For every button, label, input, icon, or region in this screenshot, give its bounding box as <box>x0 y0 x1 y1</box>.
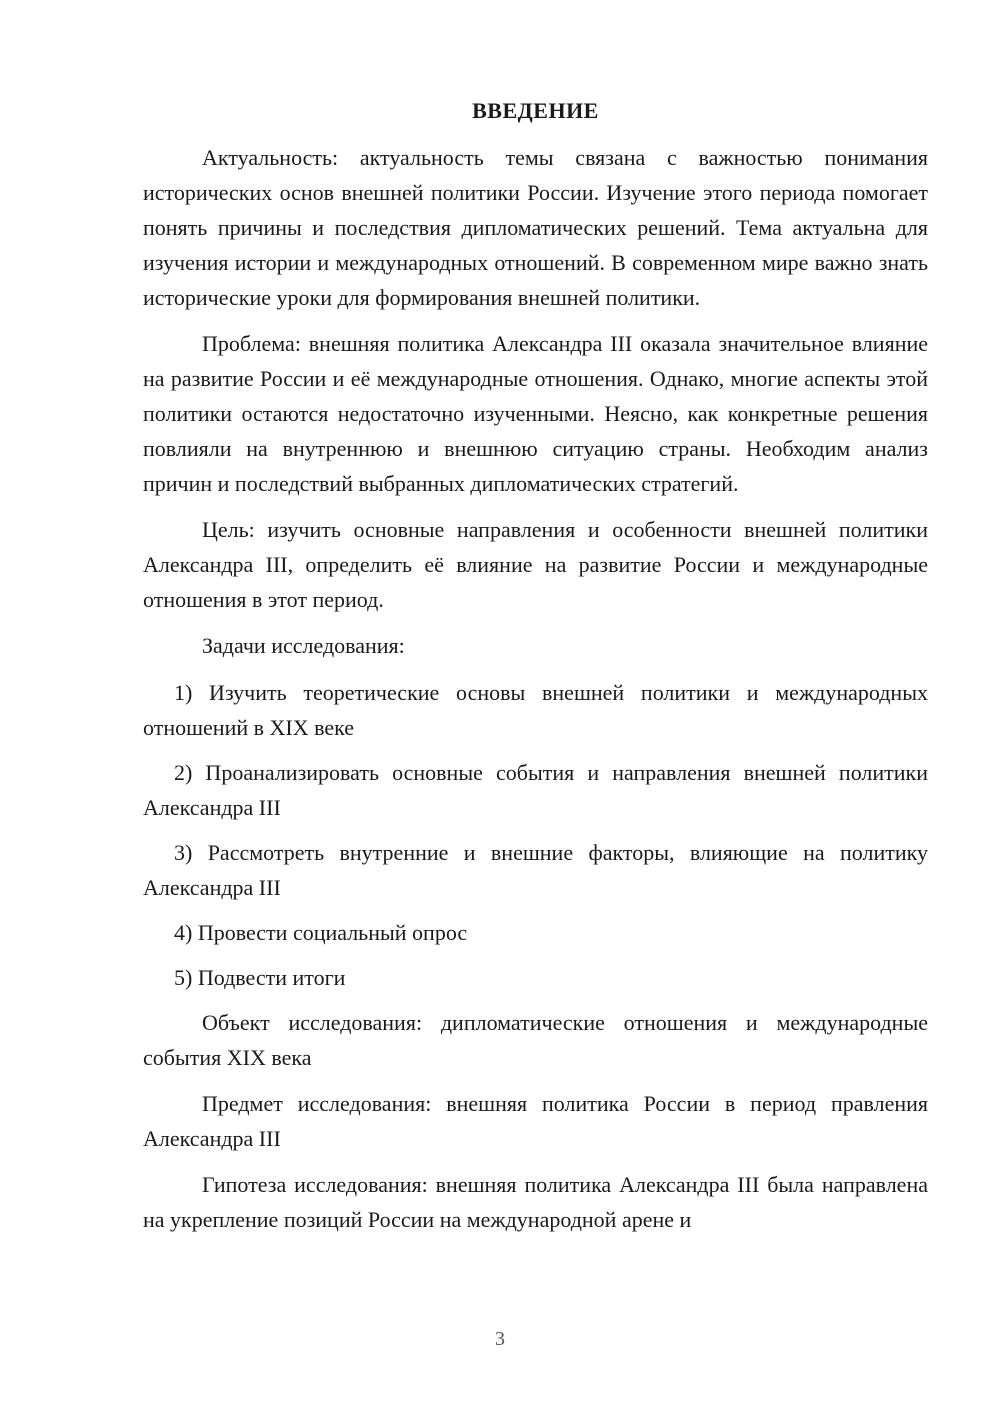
task-item: 1) Изучить теоретические основы внешней политики и международных отношений в XIX веке <box>143 680 928 740</box>
subject-paragraph: Предмет исследования: внешняя политика России в период правления Александра III <box>143 1091 928 1151</box>
task-item: 4) Провести социальный опрос <box>174 920 468 945</box>
document-body <box>143 96 928 1248</box>
goal-paragraph: Цель: изучить основные направления и особенности внешней политики Александра III, определить её влияние на развитие России и международные отношения в этот период. <box>143 517 928 612</box>
task-item: 2) Проанализировать основные события и направления внешней политики Александра III <box>143 760 928 820</box>
hypothesis-paragraph: Гипотеза исследования: внешняя политика Александра III была направлена на укрепление позиций России на международной арене и <box>143 1172 928 1232</box>
task-item: 3) Рассмотреть внутренние и внешние факторы, влияющие на политику Александра III <box>143 840 928 900</box>
task-item: 5) Подвести итоги <box>174 965 346 990</box>
section-heading: ВВЕДЕНИЕ <box>472 98 599 123</box>
problem-paragraph: Проблема: внешняя политика Александра III оказала значительное влияние на развитие России и её международные отношения. Однако, многие аспекты этой политики остаются недостаточно изученными. Неясно, как конкретные решения повлияли на внутреннюю и внешнюю ситуацию страны. Необходим анализ причин и последствий выбранных дипломатических стратегий. <box>143 331 928 496</box>
page-number: 3 <box>495 1328 505 1350</box>
tasks-heading: Задачи исследования: <box>202 633 405 658</box>
relevance-paragraph: Актуальность: актуальность темы связана с важностью понимания исторических основ внешней политики России. Изучение этого периода помогает понять причины и последствия дипломатических решений. Тема актуальна для изучения истории и международных отношений. В современном мире важно знать исторические уроки для формирования внешней политики. <box>143 145 928 310</box>
object-paragraph: Объект исследования: дипломатические отношения и международные события XIX века <box>143 1010 928 1070</box>
